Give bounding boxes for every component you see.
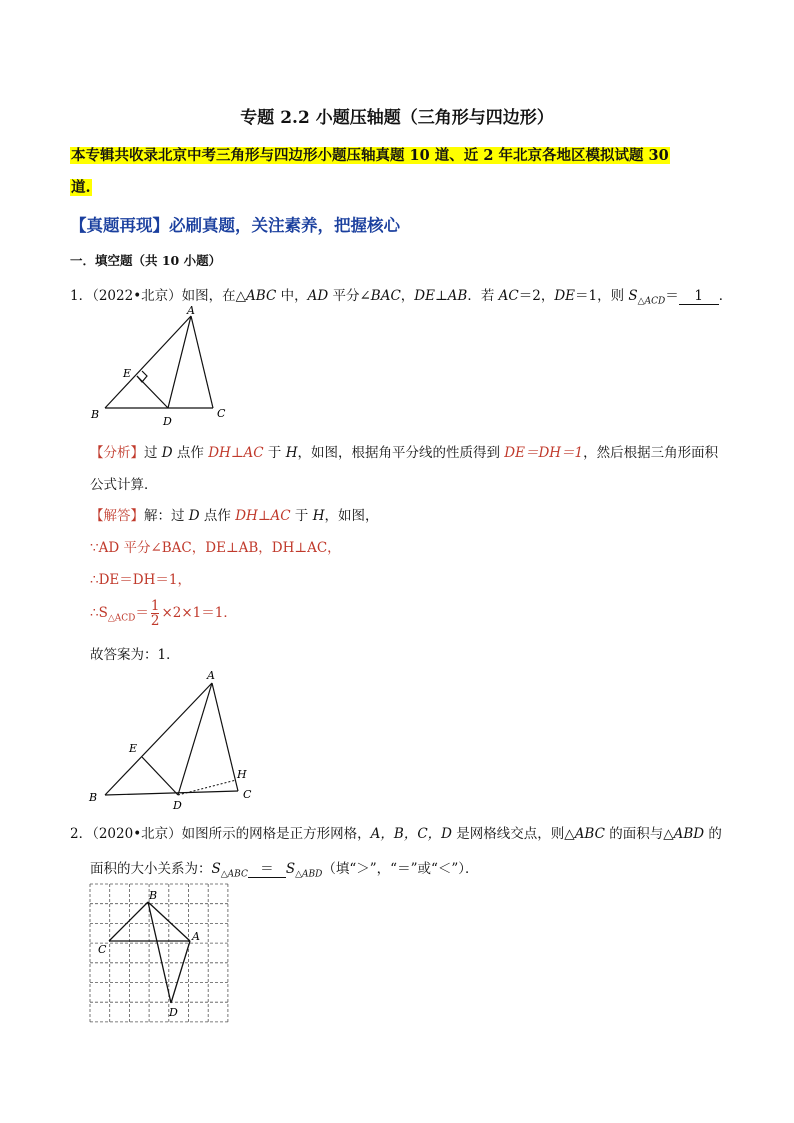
analysis-line-1: 【分析】过 D 点作 DH⊥AC 于 H，如图，根据角平分线的性质得到 DE＝DH＝1，然后根据三角形面积	[90, 445, 719, 461]
question-1: 1．（2022•北京）如图，在△ABC 中，AD 平分∠BAC，DE⊥AB．若 AC＝2，DE＝1，则 $S_{\triangle ACD}= 1$ ．	[70, 288, 733, 307]
triangle-figure-2	[85, 665, 265, 810]
label-c3: C	[98, 943, 107, 956]
label-e2: E	[129, 742, 138, 755]
label-b: B	[91, 408, 100, 421]
label-e: E	[123, 367, 132, 380]
triangle-figure-1	[85, 305, 235, 435]
analysis-line-2: 公式计算．	[90, 477, 158, 493]
label-a: A	[187, 305, 195, 317]
intro-line-2: 道.	[71, 179, 91, 196]
answer-blank-2: ＝	[248, 857, 286, 878]
subheading: 一．填空题（共 10 小题）	[70, 253, 222, 268]
label-d: D	[163, 415, 172, 428]
label-b3: B	[149, 889, 158, 902]
answer-blank-1: 1	[679, 288, 719, 305]
label-d2: D	[173, 799, 182, 810]
question-2-line-2: 面积的大小关系为：$S_{\triangle ABC} = S_{\triangle ABD}$（填“＞”，“＝”或“＜”）．	[90, 857, 479, 880]
solution-line-1: 【解答】解：过 D 点作 DH⊥AC 于 H，如图，	[90, 508, 379, 524]
solution-line-3: ∴DE＝DH＝1，	[90, 572, 191, 588]
question-2-line-1: 2．（2020•北京）如图所示的网格是正方形网格，A，B，C，D 是网格线交点，则△ABC 的面积与△ABD 的	[70, 826, 722, 842]
solution-line-5: 故答案为：1．	[90, 647, 180, 663]
intro-line-1: 本专辑共收录北京中考三角形与四边形小题压轴真题 10 道、近 2 年北京各地区模拟试题 30	[71, 147, 669, 164]
grid-figure	[88, 882, 233, 1024]
label-b2: B	[89, 791, 98, 804]
page-title: 专题 2.2 小题压轴题（三角形与四边形）	[240, 108, 554, 128]
label-a3: A	[192, 930, 200, 943]
label-h2: H	[237, 768, 247, 781]
label-a2: A	[207, 669, 215, 682]
label-c: C	[217, 407, 226, 420]
solution-line-2: ∵AD 平分∠BAC，DE⊥AB，DH⊥AC，	[90, 540, 341, 556]
solution-line-4: $\therefore S_{\triangle ACD}=$ $\frac{1}{2}$ ×2×1＝1．	[90, 598, 237, 629]
label-c2: C	[243, 788, 252, 801]
label-d3: D	[169, 1006, 178, 1019]
section-heading: 【真题再现】必刷真题，关注素养，把握核心	[70, 216, 400, 235]
fraction: $\frac{1}{2}$	[150, 598, 160, 629]
